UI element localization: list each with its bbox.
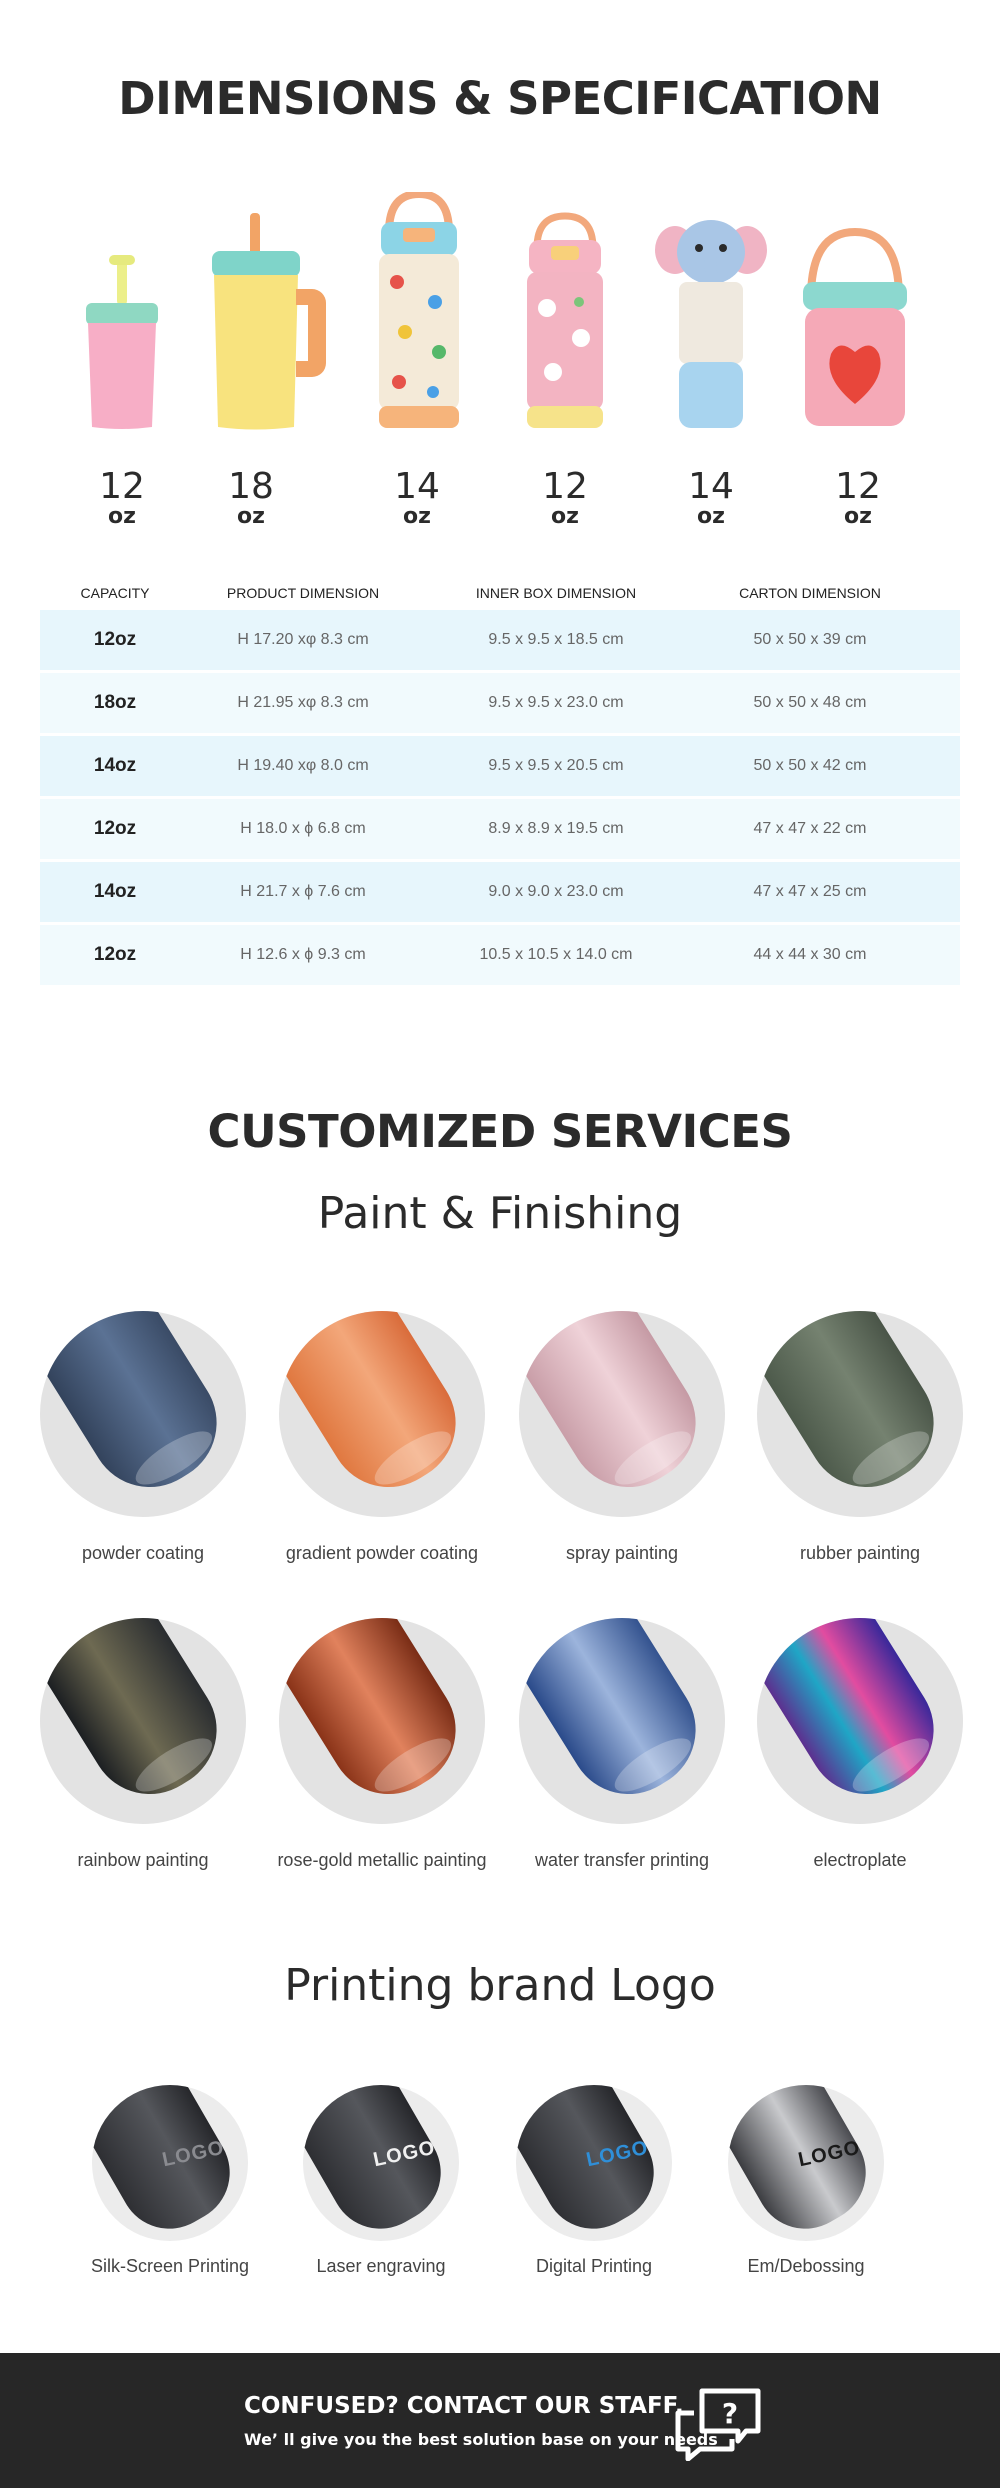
logo-method-label: Silk-Screen Printing — [90, 2256, 250, 2276]
table-row — [40, 673, 960, 733]
footer-headline: CONFUSED? CONTACT OUR STAFF. — [244, 2393, 684, 2419]
cell-product-dimension: H 12.6 x ϕ 9.3 cm — [240, 946, 366, 963]
finish-electroplate — [757, 1618, 963, 1870]
cell-product-dimension: H 21.95 xφ 8.3 cm — [237, 694, 369, 711]
bunny-bottle-image — [525, 212, 605, 430]
logo-sample: LOGO — [92, 2085, 248, 2241]
finish-sample — [519, 1311, 725, 1517]
cell-carton-dimension: 50 x 50 x 48 cm — [753, 694, 867, 711]
contact-footer[interactable] — [0, 2353, 1000, 2488]
logo-sample: LOGO — [728, 2085, 884, 2241]
paint-finishing-title: Paint & Finishing — [317, 1188, 683, 1239]
pink-straw-cup-image — [82, 255, 162, 430]
finish-label: rose-gold metallic painting — [277, 1850, 487, 1870]
capacity-label-5: 14 oz — [688, 466, 734, 529]
table-row — [40, 925, 960, 985]
finish-label: spray painting — [565, 1543, 679, 1563]
capacity-label-2: 18 oz — [228, 466, 274, 529]
elephant-bottle-image — [655, 218, 767, 430]
spec-table — [40, 575, 960, 988]
cars-bottle-image — [375, 192, 463, 430]
logo-method-label: Digital Printing — [535, 2256, 653, 2276]
finish-label: gradient powder coating — [285, 1543, 479, 1563]
header-carton-dimension: CARTON DIMENSION — [739, 584, 881, 601]
cell-capacity: 18oz — [93, 692, 137, 713]
cell-inner-box-dimension: 9.0 x 9.0 x 23.0 cm — [488, 883, 624, 900]
finish-sample — [40, 1618, 246, 1824]
cell-carton-dimension: 50 x 50 x 42 cm — [753, 757, 867, 774]
table-row — [40, 862, 960, 922]
cell-carton-dimension: 47 x 47 x 22 cm — [753, 820, 867, 837]
finish-label: electroplate — [813, 1850, 907, 1870]
logo-em-debossing — [728, 2085, 884, 2276]
table-row — [40, 799, 960, 859]
table-row — [40, 736, 960, 796]
finish-sample — [519, 1618, 725, 1824]
capacity-label-6: 12 oz — [835, 466, 881, 529]
cell-product-dimension: H 18.0 x ϕ 6.8 cm — [240, 820, 366, 837]
table-row — [40, 610, 960, 670]
cell-inner-box-dimension: 9.5 x 9.5 x 20.5 cm — [488, 757, 624, 774]
finish-label: rainbow painting — [77, 1850, 209, 1870]
logo-silk-screen-printing — [90, 2085, 250, 2276]
cell-product-dimension: H 17.20 xφ 8.3 cm — [237, 631, 369, 648]
cell-inner-box-dimension: 9.5 x 9.5 x 18.5 cm — [488, 631, 624, 648]
cell-capacity: 14oz — [93, 755, 137, 776]
dimensions-title: DIMENSIONS & SPECIFICATION — [118, 72, 882, 125]
chat-question-icon[interactable] — [672, 2387, 764, 2461]
cell-carton-dimension: 50 x 50 x 39 cm — [753, 631, 867, 648]
cell-carton-dimension: 44 x 44 x 30 cm — [753, 946, 867, 963]
food-jar-image — [795, 228, 915, 430]
customized-title: CUSTOMIZED SERVICES — [207, 1105, 793, 1158]
finish-sample — [757, 1618, 963, 1824]
cell-capacity: 12oz — [93, 629, 137, 650]
capacity-label-4: 12 oz — [542, 466, 588, 529]
logo-sample: LOGO — [516, 2085, 672, 2241]
cell-inner-box-dimension: 8.9 x 8.9 x 19.5 cm — [488, 820, 624, 837]
finish-sample — [279, 1618, 485, 1824]
finish-rainbow-painting — [40, 1618, 246, 1870]
finish-sample — [40, 1311, 246, 1517]
cell-inner-box-dimension: 10.5 x 10.5 x 14.0 cm — [479, 946, 633, 963]
cell-inner-box-dimension: 9.5 x 9.5 x 23.0 cm — [488, 694, 624, 711]
logo-method-label: Laser engraving — [316, 2256, 446, 2276]
cell-product-dimension: H 21.7 x ϕ 7.6 cm — [240, 883, 366, 900]
printing-logo-title: Printing brand Logo — [284, 1960, 716, 2011]
cell-capacity: 14oz — [93, 881, 137, 902]
spec-table-header — [40, 575, 960, 610]
capacity-label-1: 12 oz — [99, 466, 145, 529]
logo-digital-printing — [516, 2085, 672, 2276]
cell-capacity: 12oz — [93, 944, 137, 965]
finish-water-transfer-printing — [519, 1618, 725, 1870]
finish-powder-coating — [40, 1311, 246, 1563]
finish-spray-painting — [519, 1311, 725, 1563]
svg-text:?: ? — [721, 2397, 739, 2430]
finish-sample — [279, 1311, 485, 1517]
logo-sample: LOGO — [303, 2085, 459, 2241]
yellow-tumbler-image — [210, 213, 330, 430]
footer-subline: We’ ll give you the best solution base on your needs — [244, 2430, 718, 2449]
finish-gradient-powder-coating — [279, 1311, 485, 1563]
logo-laser-engraving — [303, 2085, 459, 2276]
finish-rubber-painting — [757, 1311, 963, 1563]
logo-method-label: Em/Debossing — [747, 2256, 865, 2276]
finish-label: rubber painting — [799, 1543, 921, 1563]
finish-sample — [757, 1311, 963, 1517]
header-inner-box-dimension: INNER BOX DIMENSION — [475, 584, 637, 601]
finish-label: water transfer printing — [534, 1850, 710, 1870]
cell-carton-dimension: 47 x 47 x 25 cm — [753, 883, 867, 900]
cell-product-dimension: H 19.40 xφ 8.0 cm — [237, 757, 369, 774]
header-capacity: CAPACITY — [80, 584, 150, 601]
finish-label: powder coating — [81, 1543, 205, 1563]
header-product-dimension: PRODUCT DIMENSION — [226, 584, 380, 601]
finish-rose-gold-metallic-painting — [277, 1618, 487, 1870]
cell-capacity: 12oz — [93, 818, 137, 839]
capacity-label-3: 14 oz — [394, 466, 440, 529]
